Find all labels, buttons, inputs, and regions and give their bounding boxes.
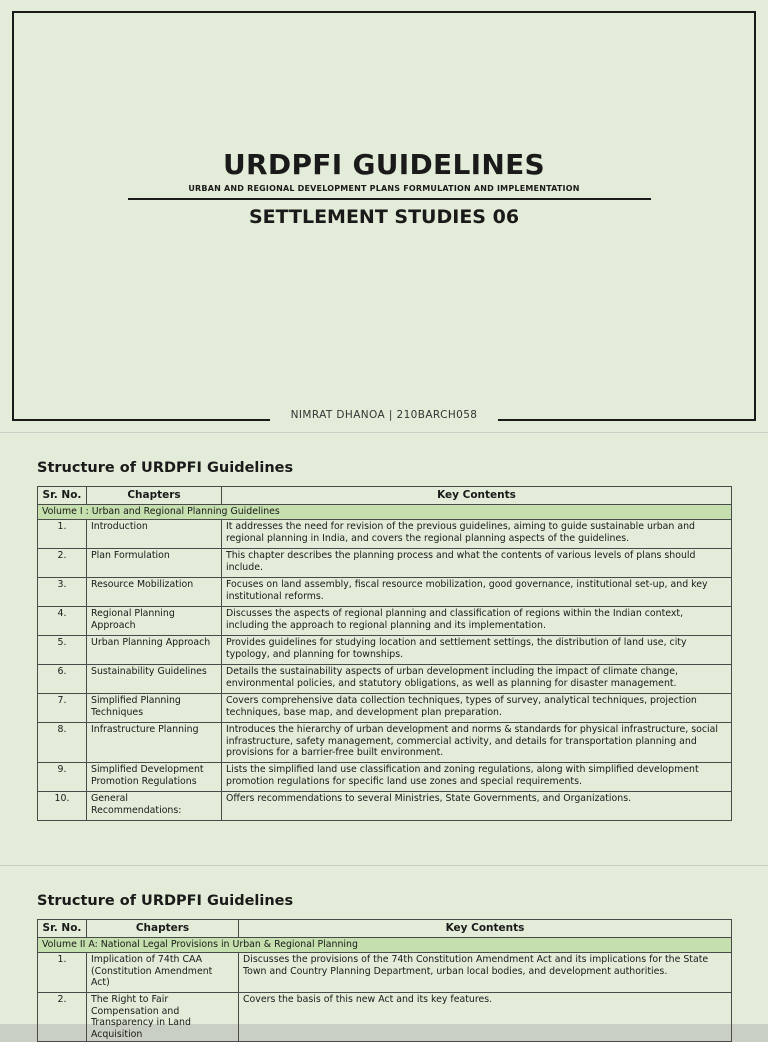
row-chapter: Infrastructure Planning <box>87 723 222 763</box>
table-row <box>38 953 732 993</box>
table-row <box>38 723 732 763</box>
header-chapters: Chapters <box>87 920 239 938</box>
section-title: Structure of URDPFI Guidelines <box>37 893 294 909</box>
row-chapter: Plan Formulation <box>87 549 222 578</box>
volume-label: Volume I : Urban and Regional Planning Guidelines <box>38 505 732 520</box>
row-number: 1. <box>38 953 87 993</box>
cover-subtitle: URBAN AND REGIONAL DEVELOPMENT PLANS FORMULATION AND IMPLEMENTATION <box>188 184 580 193</box>
row-contents: Focuses on land assembly, fiscal resource mobilization, good governance, institutional set-up, and key institutional reforms. <box>222 578 732 607</box>
row-contents: Introduces the hierarchy of urban development and norms & standards for physical infrastructure, social infrastructure, safety management, commercial activity, and details for transportation planning and provisions for a barrier-free built environment. <box>222 723 732 763</box>
table-row <box>38 636 732 665</box>
cover-author: NIMRAT DHANOA | 210BARCH058 <box>270 409 498 421</box>
row-chapter: Implication of 74th CAA (Constitution Amendment Act) <box>87 953 239 993</box>
row-contents: Covers comprehensive data collection techniques, types of survey, analytical techniques, projection techniques, base map, and development plan preparation. <box>222 694 732 723</box>
row-chapter: Introduction <box>87 520 222 549</box>
header-sr-no: Sr. No. <box>38 487 87 505</box>
structure-slide-volume-1 <box>0 433 768 865</box>
row-number: 2. <box>38 549 87 578</box>
table-row <box>38 578 732 607</box>
structure-table <box>37 486 732 821</box>
structure-slide-volume-2a <box>0 866 768 1040</box>
header-chapters: Chapters <box>87 487 222 505</box>
table-row <box>38 549 732 578</box>
row-number: 3. <box>38 578 87 607</box>
table-header-row <box>38 920 732 938</box>
row-number: 7. <box>38 694 87 723</box>
row-chapter: The Right to Fair Compensation and Transparency in Land Acquisition <box>87 993 239 1042</box>
table-row <box>38 763 732 792</box>
cover-title: URDPFI GUIDELINES <box>223 148 545 181</box>
row-number: 6. <box>38 665 87 694</box>
row-number: 2. <box>38 993 87 1042</box>
table-row <box>38 665 732 694</box>
header-key-contents: Key Contents <box>222 487 732 505</box>
table-row <box>38 792 732 821</box>
row-contents: Details the sustainability aspects of urban development including the impact of climate change, environmental policies, and statutory obligations, as well as planning for disaster management. <box>222 665 732 694</box>
header-key-contents: Key Contents <box>239 920 732 938</box>
cover-slide <box>0 0 768 432</box>
row-contents: Discusses the aspects of regional planning and classification of regions within the Indian context, including the approach to regional planning and its implementation. <box>222 607 732 636</box>
row-number: 4. <box>38 607 87 636</box>
row-contents: Provides guidelines for studying location and settlement settings, the distribution of land use, city typology, and planning for townships. <box>222 636 732 665</box>
row-number: 8. <box>38 723 87 763</box>
volume-row <box>38 938 732 953</box>
row-chapter: General Recommendations: <box>87 792 222 821</box>
cover-divider <box>128 198 651 200</box>
row-number: 5. <box>38 636 87 665</box>
table-row <box>38 694 732 723</box>
volume-label: Volume II A: National Legal Provisions in Urban & Regional Planning <box>38 938 732 953</box>
row-contents: This chapter describes the planning process and what the contents of various levels of plans should include. <box>222 549 732 578</box>
row-contents: Covers the basis of this new Act and its key features. <box>239 993 732 1042</box>
structure-table <box>37 919 732 1042</box>
table-header-row <box>38 487 732 505</box>
header-sr-no: Sr. No. <box>38 920 87 938</box>
row-contents: Offers recommendations to several Ministries, State Governments, and Organizations. <box>222 792 732 821</box>
row-chapter: Urban Planning Approach <box>87 636 222 665</box>
row-contents: Discusses the provisions of the 74th Constitution Amendment Act and its implications for the State Town and Country Planning Department, urban local bodies, and development authorities. <box>239 953 732 993</box>
row-contents: It addresses the need for revision of the previous guidelines, aiming to guide sustainable urban and regional planning in India, and covers the regional planning aspects of the guidelines. <box>222 520 732 549</box>
table-row <box>38 607 732 636</box>
row-number: 10. <box>38 792 87 821</box>
row-chapter: Simplified Development Promotion Regulations <box>87 763 222 792</box>
row-chapter: Regional Planning Approach <box>87 607 222 636</box>
table-row <box>38 993 732 1042</box>
cover-heading: SETTLEMENT STUDIES 06 <box>248 206 520 228</box>
section-title: Structure of URDPFI Guidelines <box>37 460 294 476</box>
row-chapter: Sustainability Guidelines <box>87 665 222 694</box>
row-number: 9. <box>38 763 87 792</box>
row-contents: Lists the simplified land use classification and zoning regulations, along with simplified development promotion regulations for specific land use zones and special requirements. <box>222 763 732 792</box>
row-chapter: Resource Mobilization <box>87 578 222 607</box>
table-row <box>38 520 732 549</box>
volume-row <box>38 505 732 520</box>
row-number: 1. <box>38 520 87 549</box>
row-chapter: Simplified Planning Techniques <box>87 694 222 723</box>
